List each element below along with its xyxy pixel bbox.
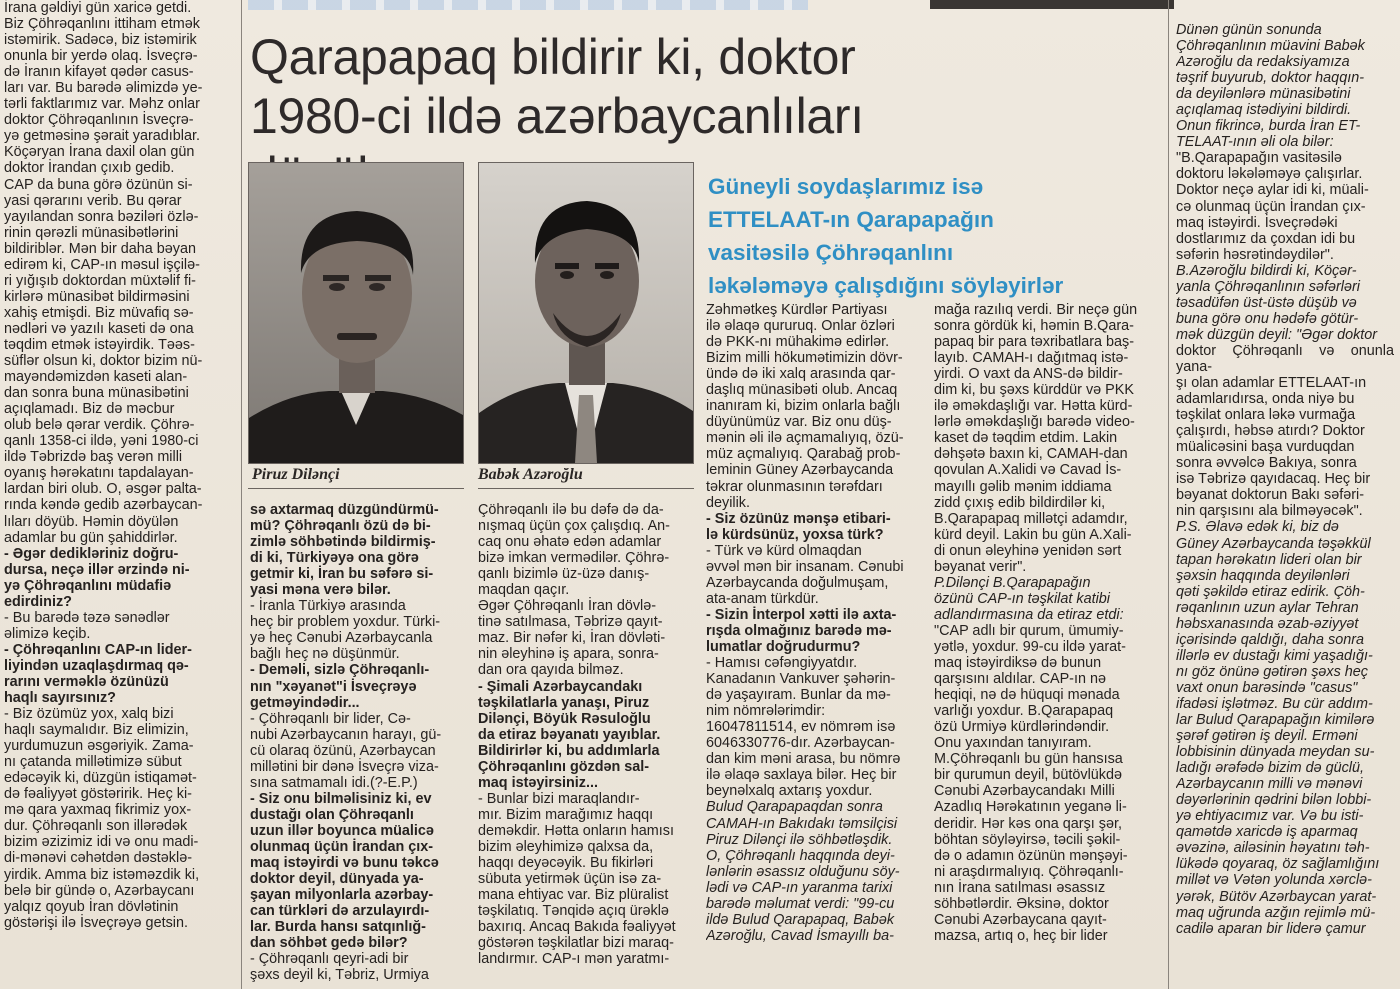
text-line: Azəroğlu, Cavad İsmayıllı ba- <box>706 927 894 944</box>
text-line: da deyilənlərə münasibətini <box>1176 86 1351 103</box>
text-line: kirlərə münasibət bildirməsini <box>4 288 190 305</box>
text-line: adamlarıdırsa, onda niyə bu <box>1176 391 1355 408</box>
text-line: bildiriblər. Mən bir daha bəyan <box>4 240 196 257</box>
text-line: həbsxanasında əzab-əziyyət <box>1176 615 1359 632</box>
text-line: şəxsin haqqında deyilənləri <box>1176 567 1350 584</box>
text-line: açıqlamaq istədiyini bildirdi. <box>1176 102 1352 119</box>
text-line: ildə Bulud Qarapapaq, Babək <box>706 911 895 928</box>
text-line: doktor İrandan çıxıb gedib. <box>4 160 175 177</box>
text-line: uzun illər boyunca müalicə <box>250 822 434 839</box>
text-line: Onu yaxından tanıyıram. <box>934 735 1092 752</box>
text-line: isə Təbrizə qayıdacaq. Heç bir <box>1176 471 1371 488</box>
text-line: - Biz özümüz yox, xalq bizi <box>4 706 174 723</box>
text-line: - İranla Türkiyə arasında <box>250 598 406 615</box>
text-line: yurdumuzun əsgəriyik. Zama- <box>4 738 194 755</box>
text-line: Azərbaycanın milli və mənəvi <box>1176 776 1363 793</box>
text-line: - Çöhrəqanlını CAP-ın lider- <box>4 641 192 658</box>
text-line: liyindən uzaqlaşdırmaq qə- <box>4 657 189 674</box>
text-line: Güney Azərbaycanda təşəkkül <box>1176 535 1371 552</box>
text-line: dostlarımız da çoxdan idi bu <box>1176 230 1356 247</box>
text-line: Onun fikrincə, burda İran ET- <box>1176 118 1361 135</box>
text-line: yasi məna verə bilər. <box>250 582 391 599</box>
text-line: istəmirik. Sadəcə, biz istəmirik <box>4 32 197 49</box>
text-line: mayəndəmizdən kaseti alan- <box>4 369 188 386</box>
photo-caption-1: Piruz Dilənçi <box>252 466 340 483</box>
text-line: sübuta yetirmək üçün isə za- <box>478 871 662 888</box>
text-line: lədi və CAP-ın yaranma tarixi <box>706 879 893 896</box>
headline-line-1: Qarapapaq bildirir ki, doktor <box>250 29 856 85</box>
text-line: mana ehtiyac var. Biz plüralist <box>478 887 669 904</box>
text-line: beynəlxalq axtarış yoxdur. <box>706 783 873 800</box>
text-line: da etiraz bəyanatı yayıblar. <box>478 726 661 743</box>
text-line: maq istəyirdi. İsveçrədəki <box>1176 214 1338 231</box>
text-line: bəyanat verir". <box>934 558 1027 575</box>
text-line: sonra gördük ki, həmin B.Qara- <box>934 318 1134 335</box>
text-line: cadilə aparan bir liderə çamur <box>1176 920 1366 937</box>
section-banner-fragment <box>248 0 808 10</box>
subheadline <box>708 170 1138 302</box>
text-line: P.Dilənçi B.Qarapapağın <box>934 574 1091 591</box>
text-line: nin qarşısını ala bilməyəcək". <box>1176 503 1363 520</box>
text-line: varlığı yoxdur. B.Qarapapaq <box>934 703 1114 720</box>
text-line: edəcəyik ki, düzgün istiqamət- <box>4 770 197 787</box>
text-line: - Çöhrəqanlı qeyri-adi bir <box>250 951 409 968</box>
text-line: lar. Burda hansı satqınlığ- <box>250 919 426 936</box>
text-line: nın "xəyanət"i İsveçrəyə <box>250 678 417 695</box>
text-line: ladığı ərəfədə bizim də güclü, <box>1176 760 1364 777</box>
text-line: bizim əleyhimizə qalxsa da, <box>478 838 654 855</box>
text-line: nubi Azərbaycanın harayı, gü- <box>250 726 442 743</box>
subhead-line-1: Güneyli soydaşlarımız isə <box>708 174 984 199</box>
text-line: O, Çöhrəqanlı haqqında deyi- <box>706 847 895 864</box>
text-line: də o adamın özünün mənşəyi- <box>934 847 1128 864</box>
text-line: mənin əli ilə açmamalıyıq, özü- <box>706 430 904 447</box>
text-line: haqlı sayırsınız? <box>4 690 116 707</box>
text-line: də fəaliyyət göstəririk. Heç ki- <box>4 786 192 803</box>
text-line: Dünən günün sonunda <box>1176 22 1322 38</box>
text-line: ilə əlaqə qururuq. Onlar özləri <box>706 318 895 335</box>
text-line: heç bir problem yoxdur. Türki- <box>250 614 441 631</box>
text-line: dursa, neçə illər ərzində ni- <box>4 561 190 578</box>
text-line: ifadəsi işlətməz. Bu cür addım- <box>1176 695 1373 712</box>
text-line: maqdan qaçır. <box>478 582 570 599</box>
column-divider-1 <box>241 0 242 989</box>
text-line: edirdiniz? <box>4 593 72 610</box>
text-line: onunla bir yerdə olaq. İsveçrə- <box>4 48 198 65</box>
text-line: - Çöhrəqanlı bir lider, Cə- <box>250 710 411 727</box>
text-line: rışda olmağınız barədə mə- <box>706 622 892 639</box>
text-line: Bildirirlər ki, bu addımlarla <box>478 742 660 759</box>
text-line: deməkdir. Hətta onların hamısı <box>478 822 674 839</box>
text-line: B.Qarapapaq millətçi adamdır, <box>934 510 1128 527</box>
text-line: - Siz onu bilməlisiniz ki, ev <box>250 790 432 807</box>
text-line: M.Çöhrəqanlı bu gün hansısa <box>934 751 1123 768</box>
text-line: Çöhrəqanlı ilə bu dəfə də da- <box>478 502 664 518</box>
text-line: şı olan adamlar ETTELAAT-ın <box>1176 375 1367 392</box>
text-line: lıları döyüb. Həmin döyülən <box>4 513 179 530</box>
text-line: təşkilat onlara ləkə vurmağa <box>1176 407 1356 424</box>
text-line: CAMAH-ın Bakıdakı təmsilçisi <box>706 815 898 832</box>
text-line: də İranın kifayət qədər casus- <box>4 64 194 81</box>
text-line: haqlı saymalıdır. Biz elimizin, <box>4 722 189 739</box>
text-line: nışmaq üçün çox çalışdıq. An- <box>478 518 670 535</box>
text-line: ları var. Bu barədə əlimizdə ye- <box>4 80 203 97</box>
text-line: doktor deyil, dünyada ya- <box>250 871 424 888</box>
text-line: haqqı deyəcəyik. Bu fikirləri <box>478 855 654 872</box>
column-5 <box>934 302 1156 989</box>
text-line: yasi qərarını verib. Bu qərar <box>4 192 182 209</box>
text-line: illərlə ev dustağı kimi yaşadığı- <box>1176 647 1373 664</box>
text-line: şayan milyonlarla azərbay- <box>250 887 434 904</box>
caption-rule-2 <box>478 488 694 489</box>
text-line: yirdik. Amma biz istəməzdik ki, <box>4 866 200 883</box>
text-line: çalışırdı, həbsə atırdı? Doktor <box>1176 423 1365 440</box>
text-line: lumatlar doğrudurmu? <box>706 638 861 655</box>
text-line: bizim əzizimiz idi və onu madi- <box>4 834 199 851</box>
text-line: də yaşayıram. Bunlar da mə- <box>706 687 891 704</box>
text-line: tinə satılmasa, Təbrizə qayıt- <box>478 614 663 631</box>
text-line: qovulan A.Xalidi və Cavad İs- <box>934 462 1122 479</box>
text-line: nədləri və yazılı kaseti də ona <box>4 320 194 337</box>
text-line: böhtan söyləyirsə, təcili şəkil- <box>934 831 1121 848</box>
text-line: qanlı 1358-ci ildə, yəni 1980-ci <box>4 433 199 450</box>
text-line: doktor Çöhrəqanlı və onunla yana- <box>1176 342 1394 375</box>
text-line: Əgər Çöhrəqanlı İran dövlə- <box>478 598 657 615</box>
text-line: nın İrana satılması əsassız <box>934 879 1106 896</box>
text-line: mağa razılıq verdi. Bir neçə gün <box>934 302 1138 318</box>
text-line: dan ora qayıda bilməz. <box>478 662 624 679</box>
text-line: müalicəsini başa vurduqdan <box>1176 439 1355 456</box>
text-line: - Türk və kürd olmaqdan <box>706 542 862 559</box>
text-line: qanlı bizimlə üz-üzə danış- <box>478 566 650 583</box>
text-line: söhbətlərdir. Əksinə, doktor <box>934 895 1109 912</box>
text-line: sə axtarmaq düzgündürmü- <box>250 502 439 518</box>
text-line: cə olunmaq üçün İrandan çıx- <box>1176 198 1366 215</box>
text-line: caq onu əhatə edən adamlar <box>478 534 662 551</box>
text-line: - Sizin İnterpol xətti ilə axta- <box>706 606 897 623</box>
subhead-line-2: ETTELAAT-ın Qarapapağın <box>708 207 994 232</box>
text-line: Azadlıq Hərəkatının yeganə li- <box>934 799 1127 816</box>
text-line: ündə də iki xalq arasında qar- <box>706 366 896 383</box>
text-line: Piruz Dilənçi ilə söhbətləşdik. <box>706 831 893 848</box>
text-line: göstərən təşkilatlar bizi maraq- <box>478 935 674 952</box>
text-line: nı göz önünə gətirən şəxs heç <box>1176 663 1369 680</box>
text-line: Çöhrəqanlını gözdən sal- <box>478 758 650 775</box>
text-line: millət və Vətən yolunda xərclə- <box>1176 872 1372 889</box>
text-line: Köçəryan İrana daxil olan gün <box>4 144 195 161</box>
text-line: 6046330776-dır. Azərbaycan- <box>706 735 895 752</box>
text-line: daşlıq münasibəti olub. Ancaq <box>706 382 898 399</box>
text-line: mazsa, artıq o, heç bir lider <box>934 927 1108 944</box>
text-line: əvvəl mən bir insanam. Cənubi <box>706 558 904 575</box>
text-line: landırmır. CAP-ı mən yaratmı- <box>478 951 670 968</box>
text-line: yayılandan sonra bəziləri özlə- <box>4 208 199 225</box>
text-line: bəyanat doktorun Bakı səfəri- <box>1176 487 1364 504</box>
text-line: sonra əvvəlcə Bakıya, sonra <box>1176 455 1357 472</box>
text-line: cü olaraq özünü, Azərbaycan <box>250 742 436 759</box>
text-line: lə kürdsünüz, yoxsa türk? <box>706 526 884 543</box>
text-line: süflər olsun ki, doktor bizim nü- <box>4 353 203 370</box>
text-line: dan söhbət gedə bilər? <box>250 935 408 952</box>
text-line: Bizim milli hökumətimizin dövr- <box>706 350 903 367</box>
text-line: dan sonra buna münasibətini <box>4 385 189 402</box>
text-line: Çöhrəqanlının müavini Babək <box>1176 38 1365 55</box>
photo-babek-azeroglu <box>478 162 694 464</box>
text-line: nı çatanda millətimizə sübut <box>4 754 182 771</box>
text-line: ilə əməkdaşlığı var. Hətta kürd- <box>934 398 1133 415</box>
text-line: olunmaq üçün İrandan çıx- <box>250 838 434 855</box>
text-line: şəxs deyil ki, Təbriz, Urmiya <box>250 967 429 984</box>
text-line: adamlar bu gün şahiddirlər. <box>4 529 178 546</box>
text-line: di onun əleyhinə yenidən sərt <box>934 542 1122 559</box>
text-line: Cənubi Azərbaycandakı Milli <box>934 783 1115 800</box>
text-line: yalqız qoyub İran dövlətinin <box>4 898 179 915</box>
text-line: ildə Təbrizdə baş verən milli <box>4 449 183 466</box>
text-line: kürd deyil. Lakin bu gün A.Xali- <box>934 526 1132 543</box>
text-line: doktor Çöhrəqanlının İsveçrə- <box>4 112 194 129</box>
photo-caption-2: Babək Azəroğlu <box>478 466 583 483</box>
text-line: adlandırmasına da etiraz etdi: <box>934 606 1124 623</box>
text-line: qarşısını aldılar. CAP-ın nə <box>934 671 1106 688</box>
top-photo-fragment <box>930 0 1174 9</box>
text-line: inanıram ki, bizim onlarla bağlı <box>706 398 901 415</box>
text-line: olub belə qərar verdik. Çöhrə- <box>4 417 195 434</box>
text-line: təkrar olunmasının tərəfdarı <box>706 478 883 495</box>
text-line: yə heç Cənubi Azərbaycanla <box>250 630 433 647</box>
text-line: zidd çıxış edib bildirdilər ki, <box>934 494 1106 511</box>
text-line: də PKK-nı mühakimə edirlər. <box>706 334 890 351</box>
text-line: rəqanlının uzun aylar Tehran <box>1176 599 1359 616</box>
text-line: əlimizə keçib. <box>4 625 91 642</box>
text-line: yə ehtiyacımız var. Və bu isti- <box>1176 808 1364 825</box>
text-line: ni araşdırmalıyıq. Çöhrəqanlı- <box>934 863 1124 880</box>
text-line: barədə məlumat verdi: "99-cu <box>706 895 895 912</box>
text-line: içərisində qaldığı, daha sonra <box>1176 631 1364 648</box>
text-line: P.S. Əlavə edək ki, biz də <box>1176 519 1339 536</box>
text-line: "CAP adlı bir qurum, ümumiy- <box>934 622 1124 639</box>
text-line: mə qara yaxmaq fikrimiz yox- <box>4 802 192 819</box>
text-line: maz. Bir nəfər ki, İran dövləti- <box>478 630 666 647</box>
text-line: bir qurumun deyil, bütövlükdə <box>934 767 1122 784</box>
text-line: edirəm ki, CAP-ın məsul işçilə- <box>4 256 200 273</box>
text-line: Dilənçi, Böyük Rəsuloğlu <box>478 710 651 727</box>
text-line: yirdi. O vaxt da ANS-də bildir- <box>934 366 1123 383</box>
text-line: Kanadanın Vankuver şəhərin- <box>706 671 896 688</box>
text-line: rarını verməklə özünüzü <box>4 673 169 690</box>
text-line: - Bunlar bizi maraqlandır- <box>478 790 640 807</box>
text-line: millətini bir dənə İsveçrə viza- <box>250 758 439 775</box>
text-line: dəhşətə baxın ki, CAMAH-dan <box>934 446 1128 463</box>
text-line: şərəf gətirən iş deyil. Erməni <box>1176 728 1358 745</box>
text-line: mayıllı gəlib mənim iddiama <box>934 478 1112 495</box>
text-line: açıqlamadı. Biz də məcbur <box>4 401 175 418</box>
text-line: Cənubi Azərbaycana qayıt- <box>934 911 1107 928</box>
text-line: lardan biri olub. O, əsgər palta- <box>4 481 202 498</box>
text-line: tərli faktlarımız var. Məhz onlar <box>4 96 200 113</box>
text-line: qamətdə xaricdə iş aparmaq <box>1176 824 1358 841</box>
text-line: di ki, Türkiyəyə ona görə <box>250 550 419 567</box>
text-line: leminin Güney Azərbaycanda <box>706 462 894 479</box>
text-line: təqdim etmək istəyirdik. Təəs- <box>4 336 195 353</box>
text-line: - Şimali Azərbaycandakı <box>478 678 643 695</box>
text-line: di-mənəvi cəhətdən dəstəklə- <box>4 850 192 867</box>
text-line: doktoru ləkələməyə çalışırlar. <box>1176 166 1363 183</box>
text-line: - Bu barədə təzə sənədlər <box>4 609 170 626</box>
text-line: - Deməli, sizlə Çöhrəqanlı- <box>250 662 430 679</box>
text-line: Bulud Qarapapaqdan sonra <box>706 799 883 816</box>
text-line: papaq bir para təxribatlara baş- <box>934 334 1134 351</box>
text-line: heqiqi, nə də hüquqi mənada <box>934 687 1120 704</box>
text-line: qəti şəkildə etiraz edirik. Çöh- <box>1176 583 1365 600</box>
text-line: layıb. CAMAH-ı dağıtmaq istə- <box>934 350 1129 367</box>
text-line: maq istəyirdi və bunu təkcə <box>250 855 439 872</box>
column-6 <box>1176 22 1394 989</box>
text-line: dəyərlərinin qədrini bilən lobbi- <box>1176 792 1372 809</box>
text-line: ri yığışıb doktordan müxtəlif fi- <box>4 272 196 289</box>
text-line: sına satmamalı idi.(?-E.P.) <box>250 774 418 791</box>
subhead-line-4: ləkələməyə çalışdığını söyləyirlər <box>708 273 1064 298</box>
caption-rule-1 <box>248 488 464 489</box>
column-4 <box>706 302 920 989</box>
text-line: vaxt onun barəsində "casus" <box>1176 679 1358 696</box>
text-line: maq uğrunda azğın rejimlə mü- <box>1176 904 1376 921</box>
text-line: mü? Çöhrəqanlı özü də bi- <box>250 518 431 535</box>
text-line: zimlə söhbətində bildirmiş- <box>250 534 436 551</box>
text-line: yə Çöhrəqanlını müdafiə <box>4 577 172 594</box>
text-line: əvəzinə, ailəsinin həyatını təh- <box>1176 840 1370 857</box>
subhead-line-3: vasitəsilə Çöhrəqanlını <box>708 240 954 265</box>
text-line: can türkləri də arzulayırdı- <box>250 903 430 920</box>
text-line: tapan hərəkatın lideri olan bir <box>1176 551 1362 568</box>
text-line: deyilik. <box>706 494 750 511</box>
text-line: ilə əlaqə saxlaya bilər. Heç bir <box>706 767 897 784</box>
text-line: təşrif buyurub, doktor haqqın- <box>1176 70 1364 87</box>
text-line: getməyindədir... <box>250 694 360 711</box>
text-line: ata-anam türkdür. <box>706 590 819 607</box>
text-line: rında kəndə gedib azərbaycan- <box>4 497 203 514</box>
text-line: müz açmalıyıq. Qarabağ prob- <box>706 446 901 463</box>
text-line: düyünümüz var. Biz onu düş- <box>706 414 892 431</box>
text-line: yə getməsinə şərait yaradıblar. <box>4 128 200 145</box>
text-line: baxırıq. Ancaq Bakıda fəaliyyət <box>478 919 676 936</box>
text-line: Azərbaycanda doğulmuşam, <box>706 574 889 591</box>
text-line: lar Bulud Qarapapağın kimilərə <box>1176 712 1375 729</box>
text-line: nin əleyhinə iş apara, sonra- <box>478 646 659 663</box>
text-line: yərək, Bütöv Azərbaycan yarat- <box>1176 888 1377 905</box>
text-line: bağlı heç nə düşünmür. <box>250 646 400 663</box>
text-line: Azəroğlu da redaksiyamıza <box>1176 54 1350 71</box>
text-line: - Siz özünüz mənşə etibari- <box>706 510 891 527</box>
text-line: oyanış hərəkatını tapdalayan- <box>4 465 194 482</box>
text-line: lənlərin əsassız olduğunu söy- <box>706 863 900 880</box>
column-2 <box>250 502 464 989</box>
text-line: lərlə əməkdaşlığı barədə video- <box>934 414 1135 431</box>
text-line: səfərin həsrətindəydilər". <box>1176 246 1334 263</box>
column-1 <box>4 0 234 989</box>
text-line: xahiş etmişdi. Biz müvafiq sə- <box>4 304 194 321</box>
text-line: özü Urmiyə kürdlərindəndir. <box>934 719 1110 736</box>
text-line: təşkilatıq. Tənqidə açıq ürəklə <box>478 903 669 920</box>
photo-piruz-dilenci <box>248 162 464 464</box>
text-line: bizə imkan vermədilər. Çöhrə- <box>478 550 670 567</box>
text-line: maq istəyirdiksə də bunun <box>934 655 1102 672</box>
text-line: təşkilatlarla yanaşı, Piruz <box>478 694 650 711</box>
text-line: yanla Çöhrəqanlının səfərləri <box>1176 278 1360 295</box>
text-line: - Əgər dedikləriniz doğru- <box>4 545 179 562</box>
text-line: belə bir gündə o, Azərbaycanı <box>4 882 195 899</box>
text-line: Zəhmətkeş Kürdlər Partiyası <box>706 302 888 318</box>
text-line: "B.Qarapapağın vasitəsilə <box>1176 150 1342 167</box>
text-line: buna görə onu hədəfə götür- <box>1176 310 1359 327</box>
text-line: B.Azəroğlu bildirdi ki, Köçər- <box>1176 262 1357 279</box>
headline-line-2: 1980-ci ildə azərbaycanlıları <box>250 88 864 144</box>
text-line: getmir ki, İran bu səfərə si- <box>250 566 434 583</box>
column-divider-2 <box>1168 0 1169 989</box>
text-line: göstərişi ilə İsveçrəyə getsin. <box>4 914 188 931</box>
text-line: yətlə, yoxdur. 99-cu ildə yarat- <box>934 638 1126 655</box>
text-line: nim nömrələrimdir: <box>706 703 826 720</box>
text-line: - Hamısı cəfəngiyyatdır. <box>706 655 858 672</box>
text-line: dustağı olan Çöhrəqanlı <box>250 806 414 823</box>
text-line: İrana gəldiyi gün xaricə getdi. <box>4 0 192 16</box>
text-line: mək düzgün deyil: "Əgər doktor <box>1176 326 1378 343</box>
text-line: rinin qərəzli münasibətlərini <box>4 224 179 241</box>
text-line: CAP da buna görə özünün si- <box>4 176 193 193</box>
text-line: Doktor neçə aylar idi ki, müali- <box>1176 182 1369 199</box>
text-line: kaset də təqdim etdim. Lakin <box>934 430 1118 447</box>
text-line: lükədə qoyaraq, öz sağlamlığını <box>1176 856 1380 873</box>
text-line: mır. Bizim marağımız haqqı <box>478 806 654 823</box>
text-line: Biz Çöhrəqanlını ittiham etmək <box>4 16 200 33</box>
text-line: TELAAT-ının əli ola bilər: <box>1176 134 1334 151</box>
text-line: dan kim məni arasa, bu nömrə <box>706 751 901 768</box>
text-line: təsadüfən üst-üstə düşüb və <box>1176 294 1357 311</box>
text-line: dim ki, bu şəxs kürddür və PKK <box>934 382 1134 399</box>
text-line: özünü CAP-ın təşkilat katibi <box>934 590 1110 607</box>
text-line: 16047811514, ev nömrəm isə <box>706 719 896 736</box>
column-3 <box>478 502 692 989</box>
text-line: lobbisinin dünyada meydan su- <box>1176 744 1375 761</box>
text-line: deridir. Hər kəs ona qarşı şər, <box>934 815 1122 832</box>
text-line: maq istəyirsiniz... <box>478 774 598 791</box>
text-line: dur. Çöhrəqanlı son illərədək <box>4 818 188 835</box>
